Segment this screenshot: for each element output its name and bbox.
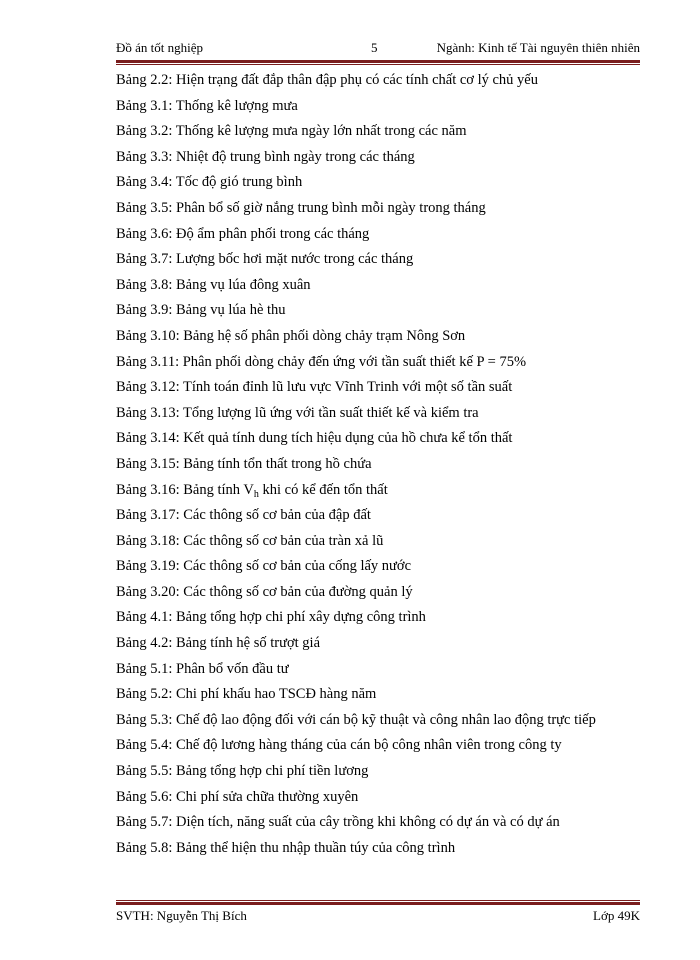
list-item: Bảng 5.1: Phân bổ vốn đầu tư bbox=[116, 660, 289, 677]
list-item: Bảng 5.6: Chi phí sửa chữa thường xuyên bbox=[116, 788, 359, 805]
list-item: Bảng 5.7: Diện tích, năng suất của cây trồng khi không có dự án và có dự án bbox=[116, 814, 560, 831]
list-item: Bảng 5.3: Chế độ lao động đối với cán bộ kỹ thuật và công nhân lao động trực tiếp bbox=[116, 711, 596, 728]
list-item: Bảng 3.12: Tính toán đỉnh lũ lưu vực Vĩnh Trinh với một số tần suất bbox=[116, 379, 513, 396]
list-item: Bảng 4.2: Bảng tính hệ số trượt giá bbox=[116, 635, 321, 652]
header-rule-thin bbox=[116, 64, 640, 65]
list-item bbox=[116, 478, 646, 504]
list-item: Bảng 3.5: Phân bổ số giờ nắng trung bình mỗi ngày trong tháng bbox=[116, 199, 486, 216]
list-item: Bảng 3.15: Bảng tính tổn thất trong hồ chứa bbox=[116, 455, 372, 472]
list-item: Bảng 2.2: Hiện trạng đất đắp thân đập phụ có các tính chất cơ lý chủ yếu bbox=[116, 72, 538, 88]
list-item: Bảng 3.19: Các thông số cơ bản của cống lấy nước bbox=[116, 558, 411, 575]
footer-class: Lớp 49K bbox=[593, 908, 640, 923]
list-item: Bảng 3.11: Phân phối dòng chảy đến ứng với tần suất thiết kế P = 75% bbox=[116, 353, 527, 370]
page-number: 5 bbox=[371, 40, 378, 55]
list-item: Bảng 4.1: Bảng tổng hợp chi phí xây dựng công trình bbox=[116, 609, 426, 626]
subscript: h bbox=[253, 488, 259, 500]
list-item-text: Bảng 3.16: Bảng tính V bbox=[116, 481, 254, 498]
list-item: Bảng 3.20: Các thông số cơ bản của đường quản lý bbox=[116, 583, 413, 600]
list-item: Bảng 3.13: Tổng lượng lũ ứng với tần suất thiết kế và kiểm tra bbox=[116, 404, 479, 421]
page-footer bbox=[116, 908, 640, 926]
header-rule-thick bbox=[116, 60, 640, 63]
footer-author: SVTH: Nguyễn Thị Bích bbox=[116, 908, 247, 923]
list-item: Bảng 5.5: Bảng tổng hợp chi phí tiền lương bbox=[116, 763, 369, 780]
list-item-text-suffix: khi có kể đến tổn thất bbox=[258, 481, 388, 498]
footer-rule-thick bbox=[116, 902, 640, 905]
list-item: Bảng 3.3: Nhiệt độ trung bình ngày trong các tháng bbox=[116, 148, 415, 165]
list-item: Bảng 3.18: Các thông số cơ bản của tràn xả lũ bbox=[116, 532, 384, 549]
list-item: Bảng 3.6: Độ ẩm phân phối trong các tháng bbox=[116, 225, 370, 242]
list-item: Bảng 3.2: Thống kê lượng mưa ngày lớn nhất trong các năm bbox=[116, 123, 467, 140]
list-item: Bảng 3.1: Thống kê lượng mưa bbox=[116, 97, 298, 114]
list-item: Bảng 5.8: Bảng thể hiện thu nhập thuần túy của công trình bbox=[116, 839, 456, 856]
list-item: Bảng 3.8: Bảng vụ lúa đông xuân bbox=[116, 276, 311, 293]
list-item: Bảng 3.4: Tốc độ gió trung bình bbox=[116, 174, 303, 191]
list-item: Bảng 5.4: Chế độ lương hàng tháng của cán bộ công nhân viên trong công ty bbox=[116, 737, 562, 754]
list-item: Bảng 3.10: Bảng hệ số phân phối dòng chảy trạm Nông Sơn bbox=[116, 327, 466, 344]
header-document-type: Đồ án tốt nghiệp bbox=[116, 40, 204, 55]
list-item: Bảng 3.9: Bảng vụ lúa hè thu bbox=[116, 302, 286, 319]
header-major: Ngành: Kinh tế Tài nguyên thiên nhiên bbox=[436, 40, 640, 55]
list-item: Bảng 3.17: Các thông số cơ bản của đập đất bbox=[116, 507, 371, 524]
list-item: Bảng 3.7: Lượng bốc hơi mặt nước trong các tháng bbox=[116, 251, 414, 268]
table-list bbox=[116, 68, 646, 861]
list-item: Bảng 3.14: Kết quả tính dung tích hiệu dụng của hồ chưa kể tổn thất bbox=[116, 430, 513, 447]
list-item: Bảng 5.2: Chi phí khấu hao TSCĐ hàng năm bbox=[116, 686, 377, 703]
page-header bbox=[116, 40, 640, 58]
footer-rule-thin bbox=[116, 900, 640, 901]
